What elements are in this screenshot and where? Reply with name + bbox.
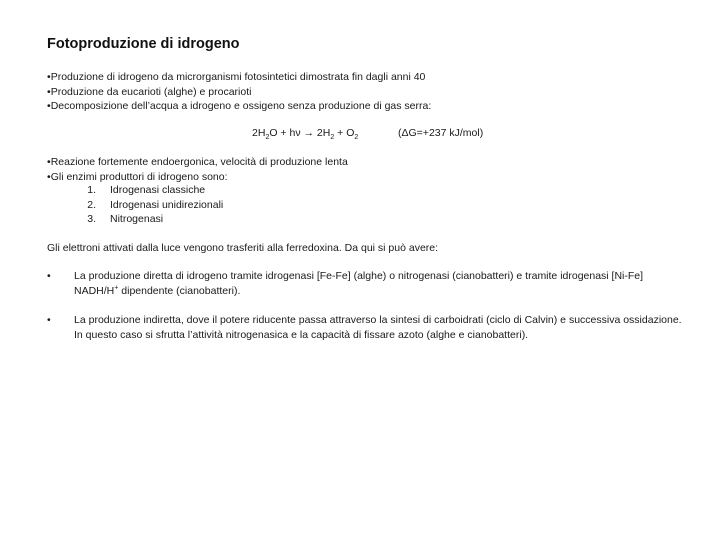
text-body: di idrogeno tramite idrogenasi [Fe-Fe] (alghe) o nitrogenasi (cianobatteri) e tramite idrogenasi [Ni-Fe] NADH/H [74,270,644,297]
enzyme-number: 2. [87,198,96,211]
enzyme-name: Nitrogenasi [110,213,164,225]
bullet-marker: • [47,270,51,282]
superscript: + [114,284,119,291]
list-item [47,85,431,100]
bullet-text: Produzione di idrogeno da microrganismi fotosintetici dimostrata fin dagli anni 40 [50,71,426,83]
equation-part: O + hν → 2H [269,127,331,139]
list-item [47,155,348,170]
bullet-text: Gli enzimi produttori di idrogeno sono: [50,170,228,183]
bullet-marker: • [47,100,51,112]
list-item [47,70,431,85]
equation-part: + O [334,127,355,139]
equation-subscript: 2 [354,134,359,142]
text-prefix: La [74,314,89,326]
text-suffix: e la capacità di fissare azoto (alghe e cianobatteri). [288,328,529,341]
highlight-term: nitrogenasica [225,328,289,341]
text-suffix: dipendente (cianobatteri). [118,284,241,297]
bullet-marker: • [47,156,51,168]
indirect-production-text [74,313,686,342]
equation-part: 2H [252,127,266,139]
intro-bullet-list [47,70,431,114]
enzyme-name: Idrogenasi classiche [110,184,206,196]
enzyme-name: Idrogenasi unidirezionali [110,198,224,211]
text-prefix: La [74,270,89,282]
bullet-marker: • [47,170,51,183]
highlight-term: produzione diretta [88,270,173,282]
bullet-marker: • [47,85,51,98]
page-title: Fotoproduzione di idrogeno [47,36,240,52]
list-item [47,99,431,114]
bullet-text: Decomposizione dell’acqua a idrogeno e ossigeno senza produzione di gas serra: [50,100,432,112]
bullet-marker: • [47,314,51,326]
delta-g-value: (ΔG=+237 kJ/mol) [398,127,484,139]
list-item [47,170,348,185]
electron-paragraph: Gli elettroni attivati dalla luce vengono trasferiti alla ferredoxina. Da qui si può avere: [47,242,439,254]
bullet-text: Produzione da eucarioti (alghe) e procarioti [50,85,252,98]
direct-production-text [74,269,686,298]
bullet-marker: • [47,71,51,83]
text-body: , dove il potere riducente passa attraverso la sintesi di carboidrati (ciclo di Calvin) e successiva ossidazione. In questo caso si sfrutta l’attività [74,314,682,341]
water-splitting-equation [252,126,358,140]
equation-subscript: 2 [265,134,270,142]
enzyme-number: 3. [87,213,96,225]
equation-subscript: 2 [330,134,335,142]
reaction-bullet-list [47,155,348,184]
bullet-text: Reazione fortemente endoergonica, velocità di produzione lenta [50,156,348,168]
highlight-term: produzione indiretta [88,314,181,326]
enzyme-number: 1. [87,184,96,196]
